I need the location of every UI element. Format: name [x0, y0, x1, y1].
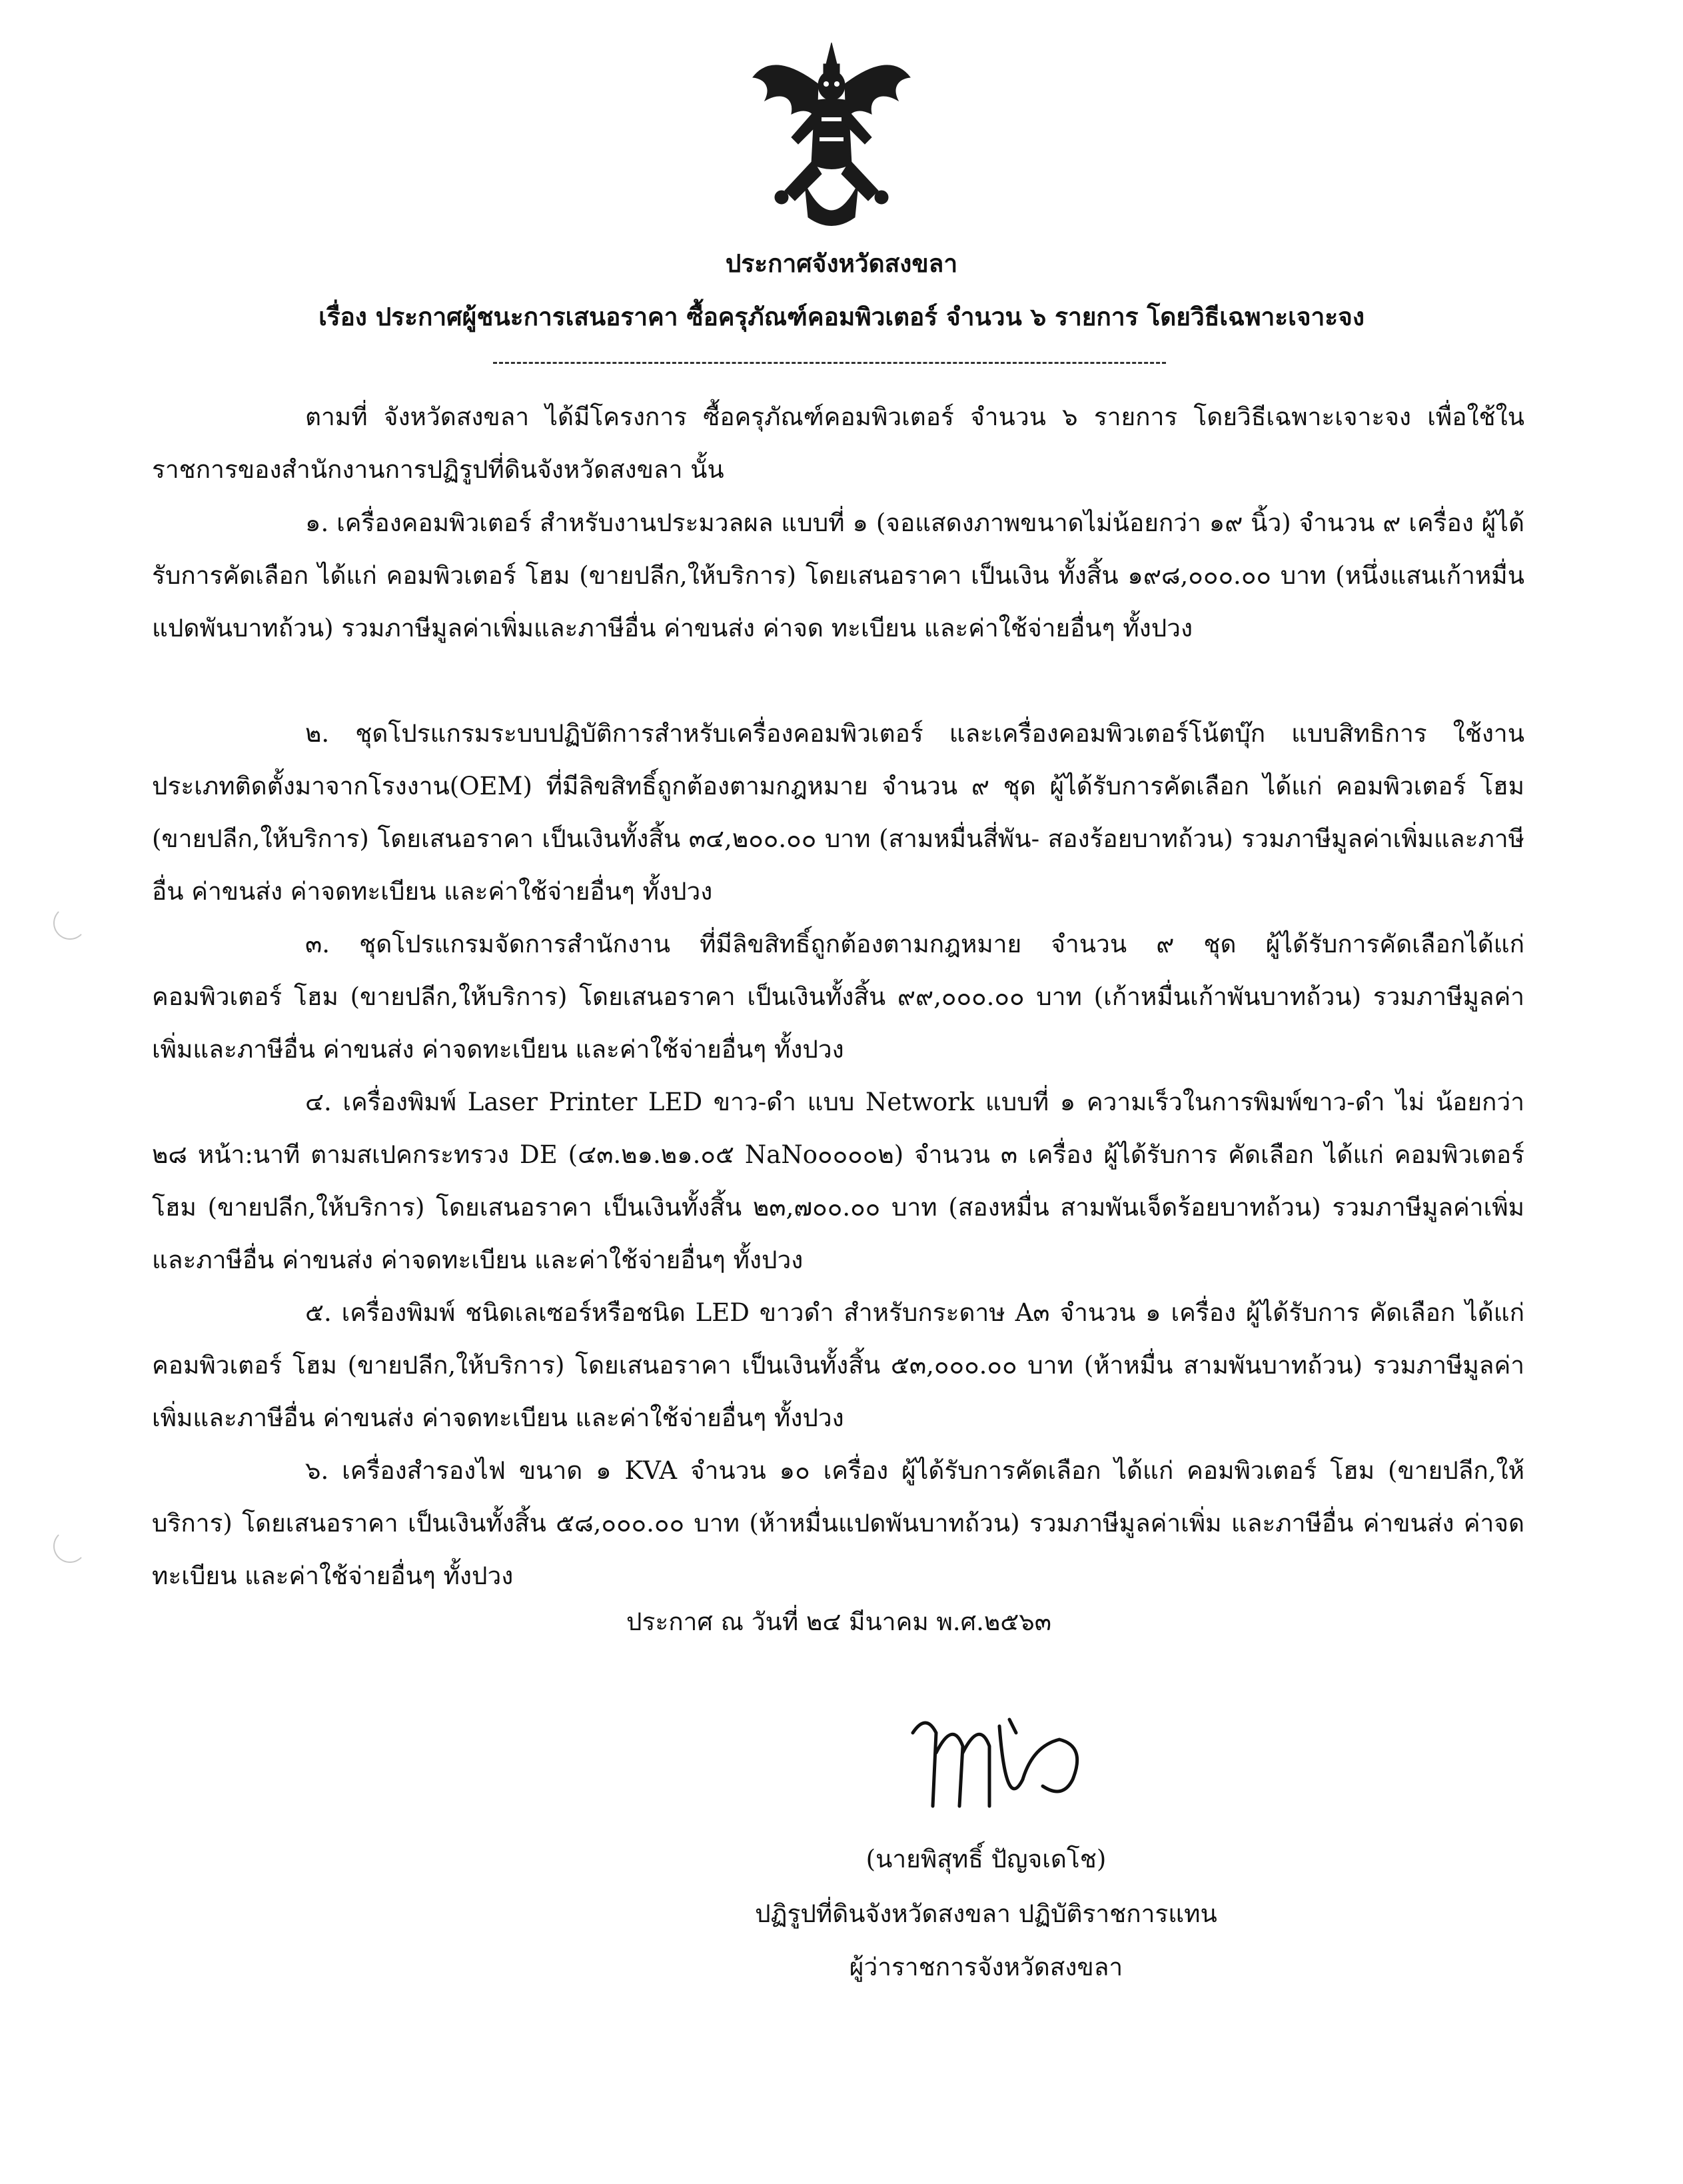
list-item: ๑. เครื่องคอมพิวเตอร์ สำหรับงานประมวลผล แบบที่ ๑ (จอแสดงภาพขนาดไม่น้อยกว่า ๑๙ นิ้ว) จำนวน ๙ เครื่อง ผู้ได้รับการคัดเลือก ได้แก่ คอมพิวเตอร์ โฮม (ขายปลีก,ให้บริการ) โดยเสนอราคา เป็นเงิน ทั้งสิ้น ๑๙๘,๐๐๐.๐๐ บาท (หนึ่งแสนเก้าหมื่นแปดพันบาทถ้วน) รวมภาษีมูลค่าเพิ่มและภาษีอื่น ค่าขนส่ง ค่าจด ทะเบียน และค่าใช้จ่ายอื่นๆ ทั้งปวง	[152, 509, 1524, 642]
punch-hole	[53, 906, 87, 940]
list-item: ๓. ชุดโปรแกรมจัดการสำนักงาน ที่มีลิขสิทธิ์ถูกต้องตามกฎหมาย จำนวน ๙ ชุด ผู้ได้รับการคัดเลือกได้แก่ คอมพิวเตอร์ โฮม (ขายปลีก,ให้บริการ) โดยเสนอราคา เป็นเงินทั้งสิ้น ๙๙,๐๐๐.๐๐ บาท (เก้าหมื่นเก้าพันบาทถ้วน) รวมภาษีมูลค่าเพิ่มและภาษีอื่น ค่าขนส่ง ค่าจดทะเบียน และค่าใช้จ่ายอื่นๆ ทั้งปวง	[152, 930, 1524, 1064]
list-item: ๔. เครื่องพิมพ์ Laser Printer LED ขาว-ดำ แบบ Network แบบที่ ๑ ความเร็วในการพิมพ์ขาว-ดำ ไม่ น้อยกว่า ๒๘ หน้า:นาที ตามสเปคกระทรวง DE (๔๓.๒๑.๒๑.๐๕ NaNo๐๐๐๐๒) จำนวน ๓ เครื่อง ผู้ได้รับการ คัดเลือก ได้แก่ คอมพิวเตอร์ โฮม (ขายปลีก,ให้บริการ) โดยเสนอราคา เป็นเงินทั้งสิ้น ๒๓,๗๐๐.๐๐ บาท (สองหมื่น สามพันเจ็ดร้อยบาทถ้วน) รวมภาษีมูลค่าเพิ่มและภาษีอื่น ค่าขนส่ง ค่าจดทะเบียน และค่าใช้จ่ายอื่นๆ ทั้งปวง	[152, 1088, 1524, 1274]
signer-authority: ผู้ว่าราชการจังหวัดสงขลา	[849, 1953, 1123, 1981]
announcement-date: ประกาศ ณ วันที่ ๒๔ มีนาคม พ.ศ.๒๕๖๓	[626, 1608, 1052, 1636]
list-item: ๖. เครื่องสำรองไฟ ขนาด ๑ KVA จำนวน ๑๐ เครื่อง ผู้ได้รับการคัดเลือก ได้แก่ คอมพิวเตอร์ โฮม (ขายปลีก,ให้บริการ) โดยเสนอราคา เป็นเงินทั้งสิ้น ๕๘,๐๐๐.๐๐ บาท (ห้าหมื่นแปดพันบาทถ้วน) รวมภาษีมูลค่าเพิ่ม และภาษีอื่น ค่าขนส่ง ค่าจดทะเบียน และค่าใช้จ่ายอื่นๆ ทั้งปวง	[152, 1456, 1524, 1590]
document-subject: เรื่อง ประกาศผู้ชนะการเสนอราคา ซื้อครุภัณฑ์คอมพิวเตอร์ จำนวน ๖ รายการ โดยวิธีเฉพาะเจาะจง	[318, 302, 1365, 331]
intro-paragraph: ตามที่ จังหวัดสงขลา ได้มีโครงการ ซื้อครุภัณฑ์คอมพิวเตอร์ จำนวน ๖ รายการ โดยวิธีเฉพาะเจาะจง เพื่อใช้ในราชการของสำนักงานการปฏิรูปที่ดินจังหวัดสงขลา นั้น	[152, 403, 1524, 484]
signer-position: ปฏิรูปที่ดินจังหวัดสงขลา ปฏิบัติราชการแทน	[755, 1899, 1217, 1928]
handwritten-signature	[899, 1706, 1113, 1839]
document-title: ประกาศจังหวัดสงขลา	[725, 249, 958, 278]
signer-name: (นายพิสุทธิ์ ปัญจเดโช)	[865, 1845, 1107, 1873]
garuda-emblem-icon	[745, 37, 918, 237]
list-item: ๕. เครื่องพิมพ์ ชนิดเลเซอร์หรือชนิด LED ขาวดำ สำหรับกระดาษ A๓ จำนวน ๑ เครื่อง ผู้ได้รับการ คัดเลือก ได้แก่ คอมพิวเตอร์ โฮม (ขายปลีก,ให้บริการ) โดยเสนอราคา เป็นเงินทั้งสิ้น ๕๓,๐๐๐.๐๐ บาท (ห้าหมื่น สามพันบาทถ้วน) รวมภาษีมูลค่าเพิ่มและภาษีอื่น ค่าขนส่ง ค่าจดทะเบียน และค่าใช้จ่ายอื่นๆ ทั้งปวง	[152, 1298, 1524, 1432]
list-item: ๒. ชุดโปรแกรมระบบปฏิบัติการสำหรับเครื่องคอมพิวเตอร์ และเครื่องคอมพิวเตอร์โน้ตบุ๊ก แบบสิทธิการ ใช้งานประเภทติดตั้งมาจากโรงงาน(OEM) ที่มีลิขสิทธิ์ถูกต้องตามกฎหมาย จำนวน ๙ ชุด ผู้ได้รับการคัดเลือก ได้แก่ คอมพิวเตอร์ โฮม (ขายปลีก,ให้บริการ) โดยเสนอราคา เป็นเงินทั้งสิ้น ๓๔,๒๐๐.๐๐ บาท (สามหมื่นสี่พัน- สองร้อยบาทถ้วน) รวมภาษีมูลค่าเพิ่มและภาษีอื่น ค่าขนส่ง ค่าจดทะเบียน และค่าใช้จ่ายอื่นๆ ทั้งปวง	[152, 719, 1524, 906]
punch-hole	[53, 1530, 87, 1563]
title-separator	[493, 362, 1166, 364]
